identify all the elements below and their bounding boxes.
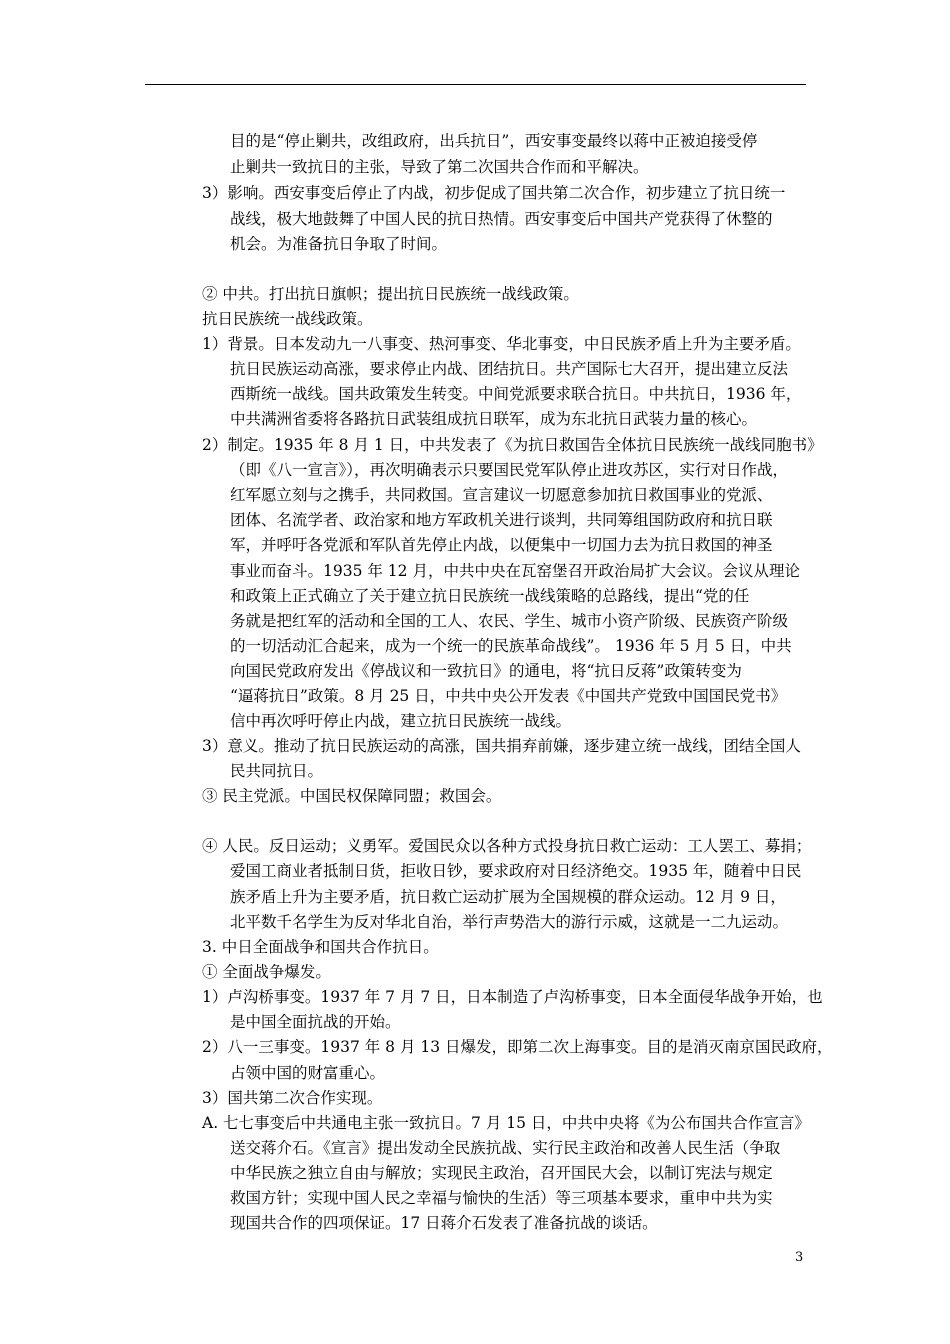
text-line: 北平数千名学生为反对华北自治，举行声势浩大的游行示威，这就是一二九运动。	[230, 913, 789, 931]
text-line: 1）卢沟桥事变。1937 年 7 月 7 日，日本制造了卢沟桥事变，日本全面侵华战争开始，也	[202, 988, 823, 1006]
text-line: “逼蒋抗日”政策。8 月 25 日，中共中央公开发表《中国共产党致中国国民党书》	[230, 687, 787, 705]
text-line: 是中国全面抗战的开始。	[230, 1013, 401, 1031]
text-line: 红军愿立刻与之携手，共同救国。宣言建议一切愿意参加抗日救国事业的党派、	[230, 486, 773, 504]
text-line: ④ 人民。反日运动；义勇军。爱国民众以各种方式投身抗日救亡运动：工人罢工、募捐；	[202, 837, 812, 855]
text-line: 目的是“停止剿共，改组政府，出兵抗日”，西安事变最终以蒋中正被迫接受停	[230, 132, 758, 150]
text-line: 中共满洲省委将各路抗日武装组成抗日联军，成为东北抗日武装力量的核心。	[230, 410, 758, 428]
text-line: 务就是把红军的活动和全国的工人、农民、学生、城市小资产阶级、民族资产阶级	[230, 612, 789, 630]
text-line: A. 七七事变后中共通电主张一致抗日。7 月 15 日，中共中央将《为公布国共合作宣言》	[202, 1114, 810, 1132]
text-line: 3. 中日全面战争和国共合作抗日。	[202, 938, 439, 956]
text-line: 的一切活动汇合起来，成为一个统一的民族革命战线”。 1936 年 5 月 5 日，中共	[230, 637, 792, 655]
text-line: ② 中共。打出抗日旗帜；提出抗日民族统一战线政策。	[202, 285, 579, 303]
text-line: 2）八一三事变。1937 年 8 月 13 日爆发，即第二次上海事变。目的是消灭南京国民政府，	[202, 1038, 833, 1056]
text-line: 1）背景。日本发动九一八事变、热河事变、华北事变，中日民族矛盾上升为主要矛盾。	[202, 335, 801, 353]
text-line: 中华民族之独立自由与解放；实现民主政治，召开国民大会，以制订宪法与规定	[230, 1164, 773, 1182]
text-line: 军，并呼吁各党派和军队首先停止内战，以便集中一切国力去为抗日救国的神圣	[230, 536, 773, 554]
text-line: 2）制定。1935 年 8 月 1 日，中共发表了《为抗日救国告全体抗日民族统一战线同胞书》	[202, 436, 823, 454]
page-number: 3	[795, 1250, 804, 1265]
text-line: 3）意义。推动了抗日民族运动的高涨，国共捐弃前嫌，逐步建立统一战线，团结全国人	[202, 737, 801, 755]
text-line: 送交蒋介石。《宣言》提出发动全民族抗战、实行民主政治和改善人民生活（争取	[230, 1139, 781, 1157]
text-line: 事业而奋斗。1935 年 12 月，中共中央在瓦窑堡召开政治局扩大会议。会议从理论	[230, 562, 800, 580]
text-line: 向国民党政府发出《停战议和一致抗日》的通电，将“抗日反蒋”政策转变为	[230, 662, 742, 680]
text-line: 止剿共一致抗日的主张，导致了第二次国共合作而和平解决。	[230, 158, 649, 176]
text-line: 抗日民族运动高涨，要求停止内战、团结抗日。共产国际七大召开，提出建立反法	[230, 360, 789, 378]
text-line: ③ 民主党派。中国民权保障同盟；救国会。	[202, 787, 502, 805]
text-line: 现国共合作的四项保证。17 日蒋介石发表了准备抗战的谈话。	[230, 1214, 658, 1232]
text-line: 救国方针；实现中国人民之幸福与愉快的生活）等三项基本要求，重申中共为实	[230, 1189, 773, 1207]
text-line: 3）国共第二次合作实现。	[202, 1089, 383, 1107]
text-line: 信中再次呼吁停止内战，建立抗日民族统一战线。	[230, 712, 572, 730]
text-line: 战线，极大地鼓舞了中国人民的抗日热情。西安事变后中国共产党获得了休整的	[230, 210, 773, 228]
text-line: （即《八一宣言》），再次明确表示只要国民党军队停止进攻苏区，实行对日作战，	[230, 461, 789, 479]
text-line: 机会。为准备抗日争取了时间。	[230, 235, 448, 253]
text-line: ① 全面战争爆发。	[202, 963, 331, 981]
text-line: 占领中国的财富重心。	[230, 1064, 386, 1082]
text-line: 抗日民族统一战线政策。	[202, 310, 373, 328]
text-line: 和政策上正式确立了关于建立抗日民族统一战线策略的总路线，提出“党的任	[230, 587, 750, 605]
text-line: 族矛盾上升为主要矛盾，抗日救亡运动扩展为全国规模的群众运动。12 月 9 日，	[230, 888, 786, 906]
text-line: 民共同抗日。	[230, 762, 324, 780]
text-line: 爱国工商业者抵制日货，拒收日钞，要求政府对日经济绝交。1935 年，随着中日民	[230, 862, 802, 880]
text-line: 3）影响。西安事变后停止了内战，初步促成了国共第二次合作，初步建立了抗日统一	[202, 184, 786, 202]
text-line: 团体、名流学者、政治家和地方军政机关进行谈判，共同筹组国防政府和抗日联	[230, 511, 773, 529]
header-rule	[145, 84, 806, 85]
text-line: 西斯统一战线。国共政策发生转变。中间党派要求联合抗日。中共抗日，1936 年，	[230, 385, 802, 403]
